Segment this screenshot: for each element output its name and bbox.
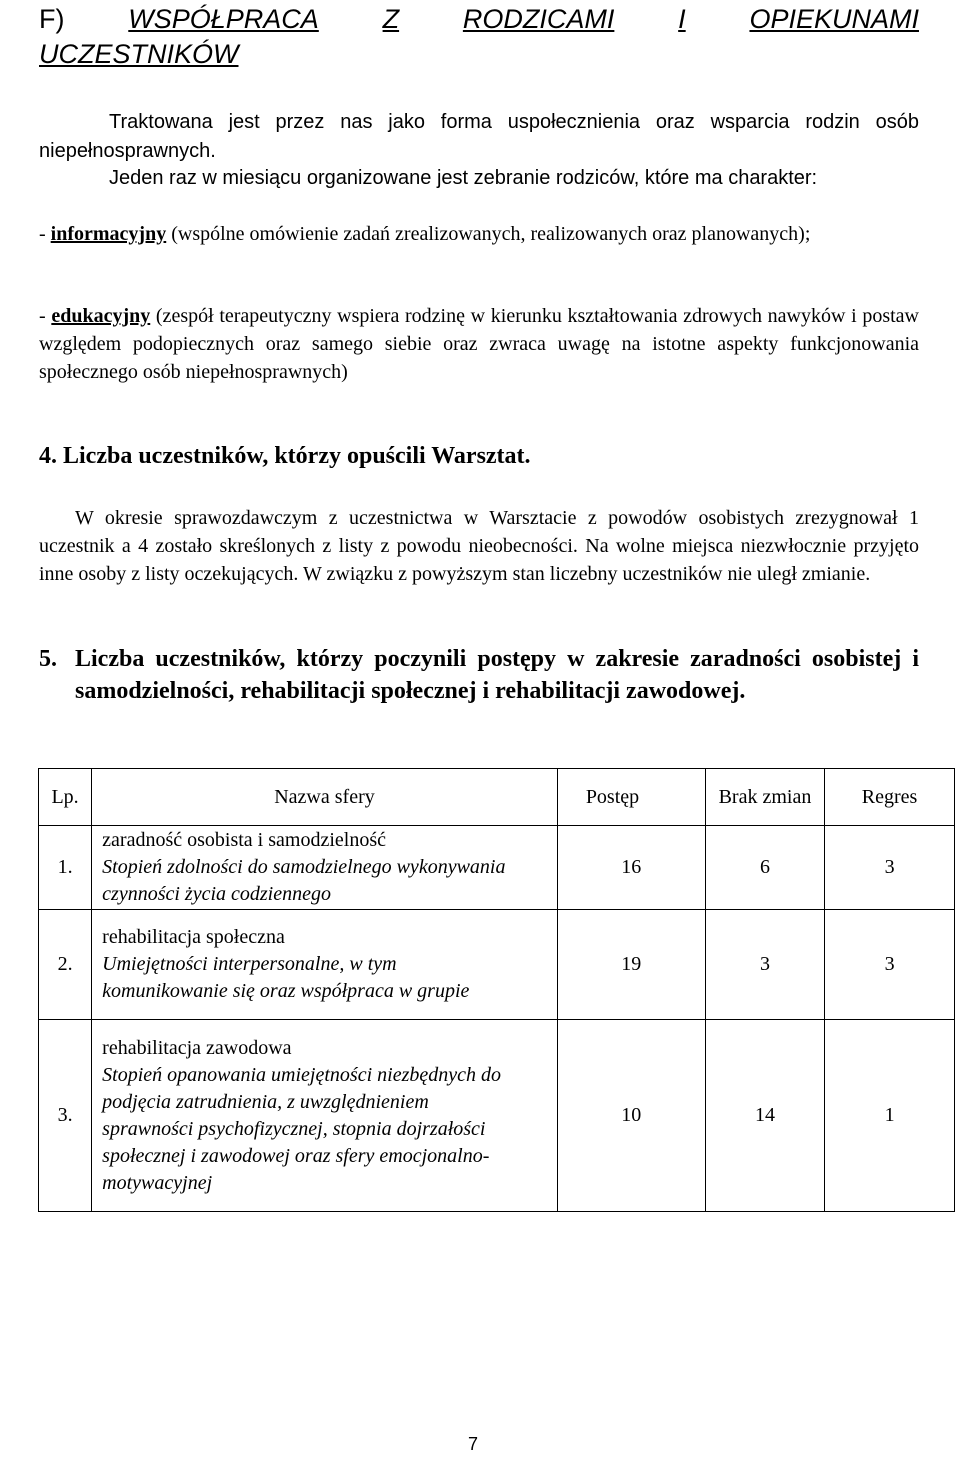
section-f-title-line2: UCZESTNIKÓW [39, 39, 239, 69]
header-brak: Brak zmian [705, 769, 824, 826]
cell-post: 19 [557, 910, 705, 1020]
informacyjny-text: (wspólne omówienie zadań zrealizowanych, realizowanych oraz planowanych); [166, 223, 811, 245]
header-lp: Lp. [39, 769, 92, 826]
progress-table [38, 768, 955, 1212]
sphere-title: rehabilitacja zawodowa [102, 1036, 292, 1059]
dash: - [39, 223, 51, 245]
section-4-body: W okresie sprawozdawczym z uczestnictwa w Warsztacie z powodów osobistych zrezygnował 1 uczestnik a 4 zostało skreślonych z listy z powodu nieobecności. Na wolne miejsca niezwłocznie przyjęto inne osoby z listy oczekujących. W związku z powyższym stan liczebny uczestników nie uległ zmianie. [39, 507, 919, 585]
header-post: Postęp [557, 769, 705, 826]
title-word: RODZICAMI [462, 4, 615, 34]
title-word: I [678, 4, 686, 34]
cell-brak: 14 [705, 1020, 824, 1212]
sphere-description: Stopień opanowania umiejętności niezbędnych do podjęcia zatrudnienia, z uwzględnieniem sprawności psychofizycznej, stopnia dojrzałości społecznej i zawodowej oraz sfery emocjonalno-motywacyjnej [102, 1063, 501, 1194]
header-regres: Regres [825, 769, 955, 826]
cell-brak: 6 [705, 826, 824, 910]
table-row [39, 910, 955, 1020]
section-5-title: Liczba uczestników, którzy poczynili postępy w zakresie zaradności osobistej i samodzielności, rehabilitacji społecznej i rehabilitacji zawodowej. [75, 646, 919, 704]
intro-paragraph-2: Jeden raz w miesiącu organizowane jest zebranie rodziców, które ma charakter: [109, 167, 818, 189]
section-f-heading [39, 2, 919, 72]
table-row [39, 826, 955, 910]
cell-regres: 3 [825, 826, 955, 910]
section-5-number: 5. [39, 646, 57, 672]
sphere-description: Umiejętności interpersonalne, w tym komunikowanie się oraz współpraca w grupie [102, 953, 470, 1002]
edukacyjny-label: edukacyjny [51, 305, 151, 327]
informacyjny-paragraph [39, 220, 919, 248]
sphere-title: rehabilitacja społeczna [102, 926, 285, 948]
informacyjny-label: informacyjny [50, 223, 167, 245]
cell-lp: 2. [39, 910, 92, 1020]
cell-regres: 1 [825, 1020, 955, 1212]
cell-name [92, 1020, 558, 1212]
dash: - [39, 305, 52, 327]
cell-post: 10 [557, 1020, 705, 1212]
section-f-letter: F) [39, 4, 65, 34]
title-word: Z [382, 4, 400, 34]
sphere-description: Stopień zdolności do samodzielnego wykonywania czynności życia codziennego [102, 856, 506, 905]
header-name: Nazwa sfery [92, 769, 558, 826]
cell-regres: 3 [825, 910, 955, 1020]
section-f-title-line1 [39, 2, 919, 37]
edukacyjny-paragraph [39, 302, 919, 386]
title-word: OPIEKUNAMI [749, 4, 919, 34]
cell-brak: 3 [705, 910, 824, 1020]
cell-post: 16 [557, 826, 705, 910]
cell-name [92, 910, 558, 1020]
sphere-title: zaradność osobista i samodzielność [102, 829, 386, 851]
section-4-heading: 4. Liczba uczestników, którzy opuścili Warsztat. [39, 443, 531, 469]
table-row [39, 1020, 955, 1212]
edukacyjny-text: (zespół terapeutyczny wspiera rodzinę w kierunku kształtowania zdrowych nawyków i postaw względem podopiecznych oraz samego siebie oraz zwraca uwagę na istotne aspekty funkcjonowania społecznego osób niepełnosprawnych) [39, 305, 919, 383]
table-header-row [39, 769, 955, 826]
section-5-heading [39, 643, 919, 707]
cell-lp: 1. [39, 826, 92, 910]
cell-name [92, 826, 558, 910]
cell-lp: 3. [39, 1020, 92, 1212]
page-number: 7 [468, 1434, 479, 1454]
title-word: WSPÓŁPRACA [128, 4, 319, 34]
intro-paragraph: Traktowana jest przez nas jako forma uspołecznienia oraz wsparcia rodzin osób niepełnosprawnych. [39, 111, 919, 162]
